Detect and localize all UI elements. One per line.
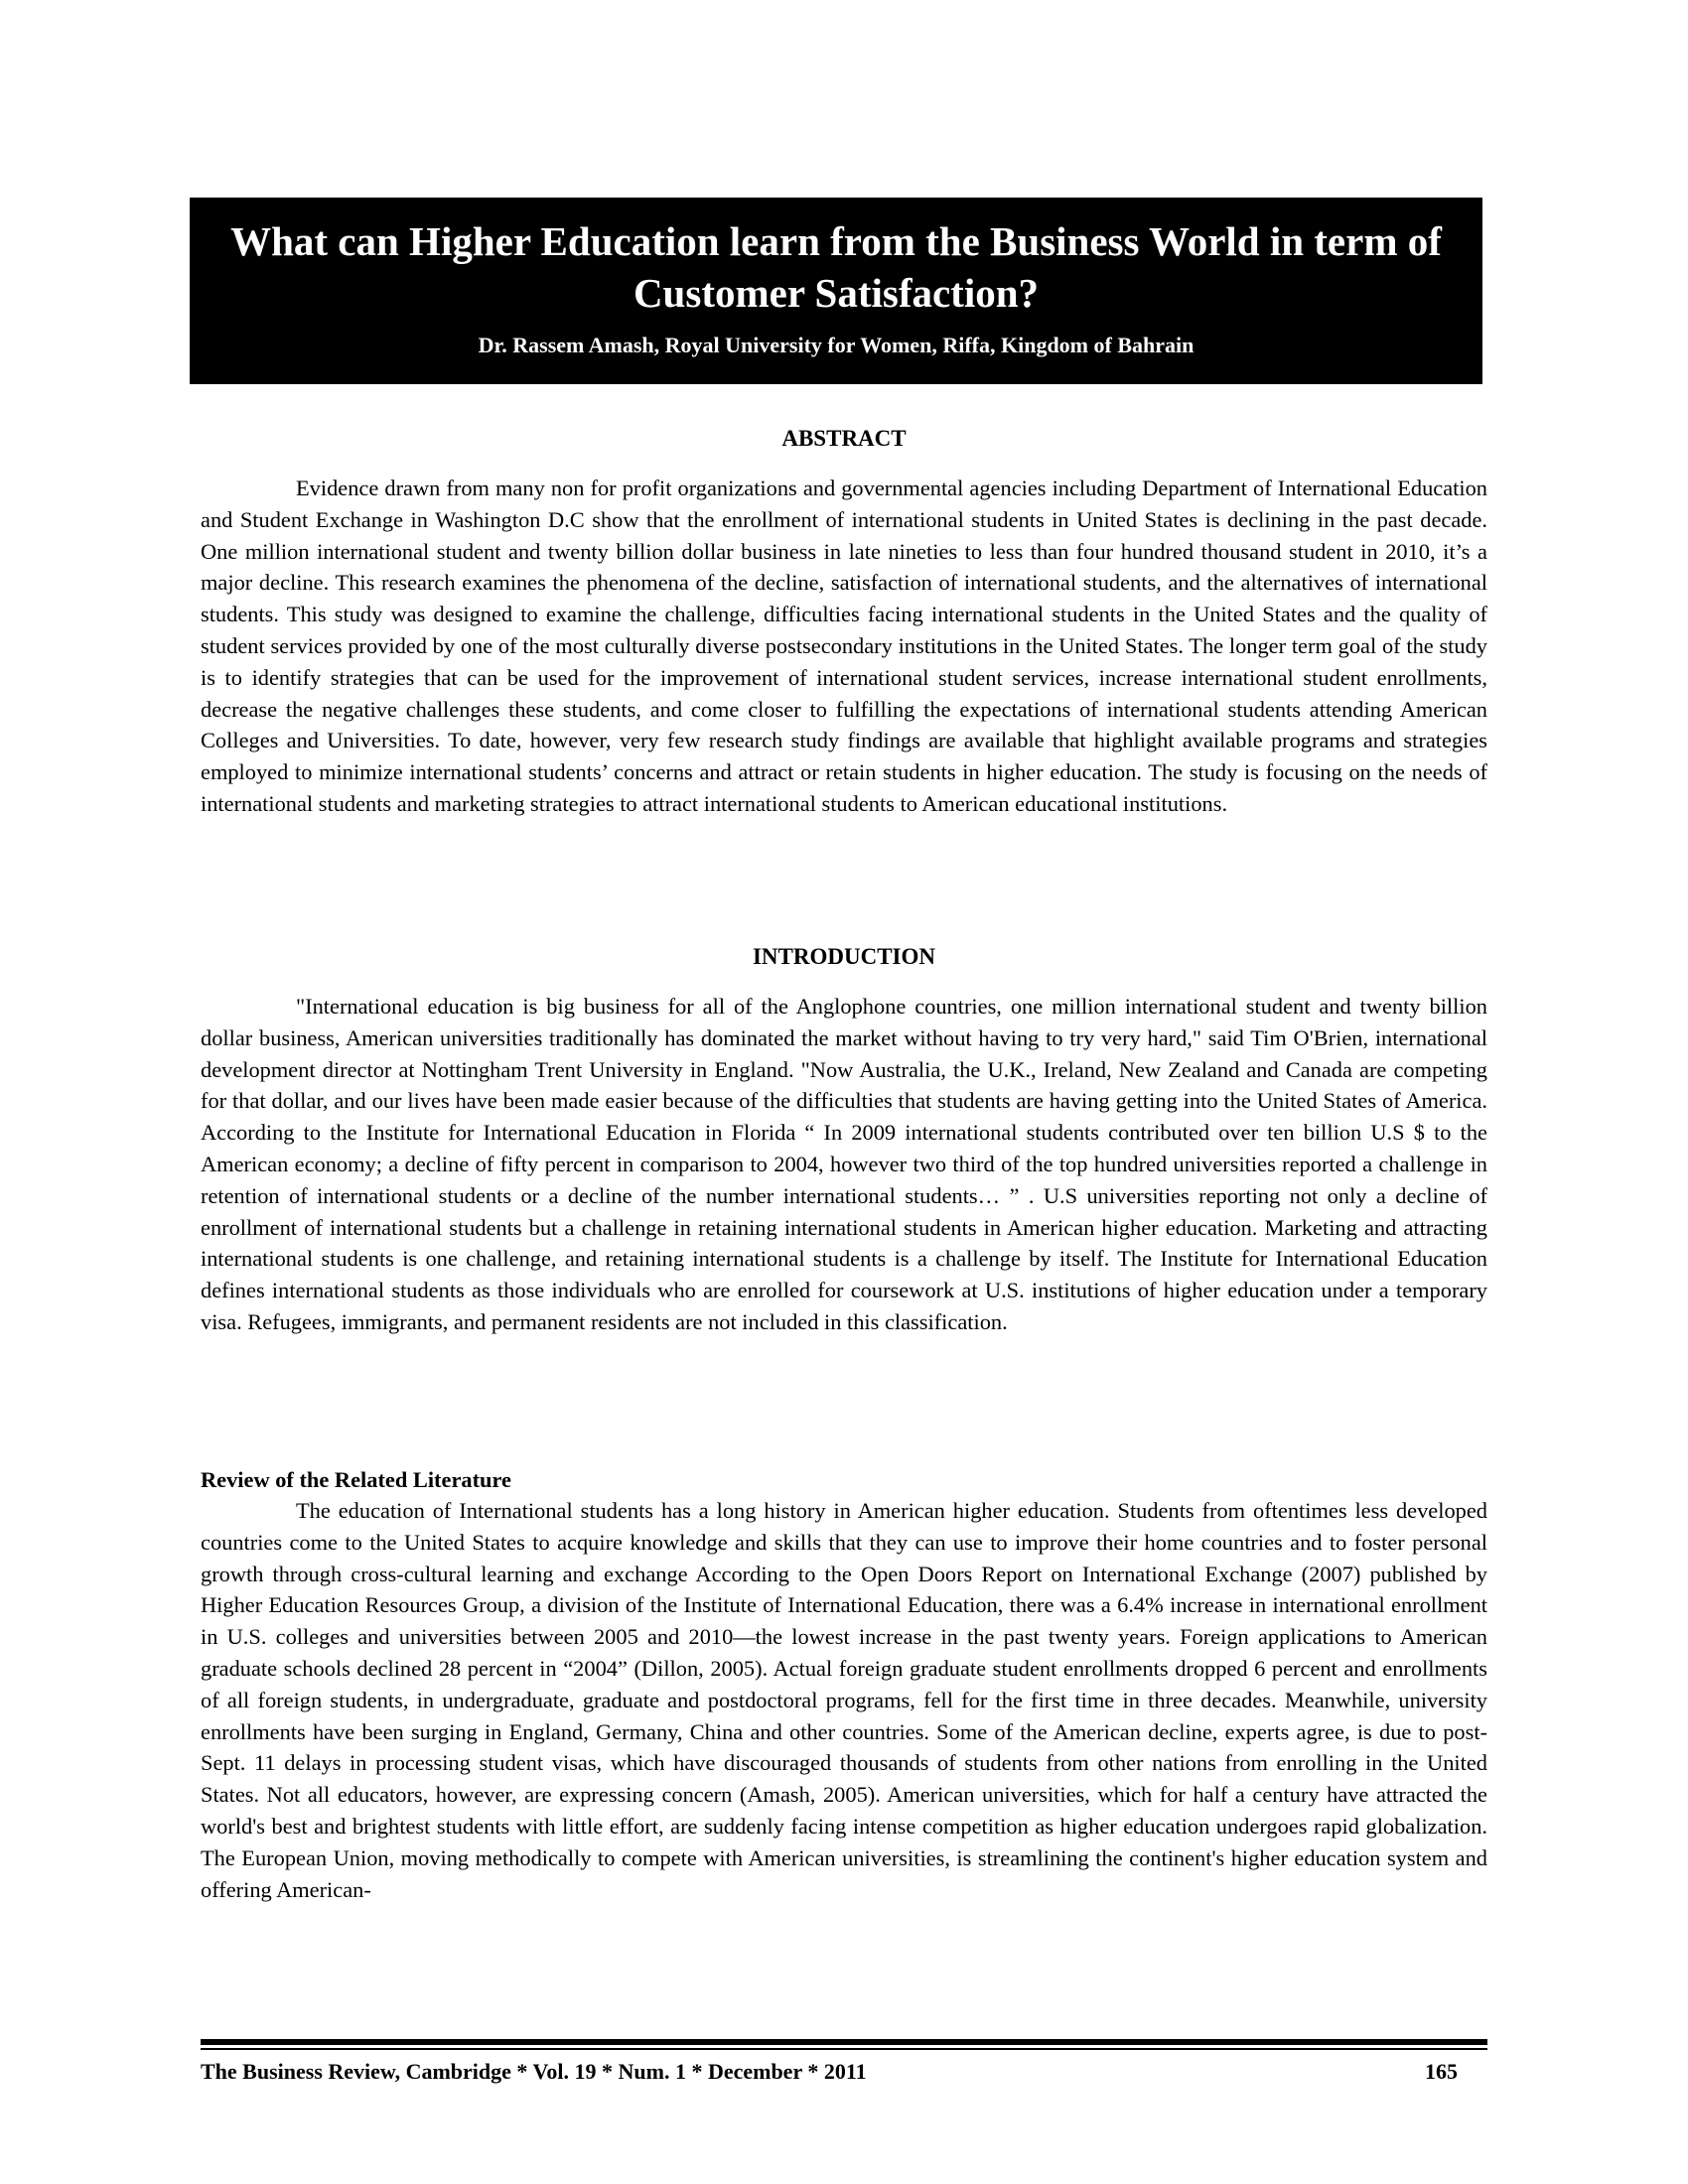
introduction-paragraph: "International education is big business for all of the Anglophone countries, one million international student and twenty billion dollar business, American universities traditionally has dominated the market without having to try very hard," said Tim O'Brien, international development director at Nottingham Trent University in England. "Now Australia, the U.K., Ireland, New Zealand and Canada are competing for that dollar, and our lives have been made easier because of the difficulties that students are having getting into the United States of America. According to the Institute for International Education in Florida “ In 2009 international students contributed over ten billion U.S $ to the American economy; a decline of fifty percent in comparison to 2004, however two third of the top hundred universities reported a challenge in retention of international students or a decline of the number international students… ” . U.S universities reporting not only a decline of enrollment of international students but a challenge in retaining international students in American higher education. Marketing and attracting international students is one challenge, and retaining international students is a challenge by itself. The Institute for International Education defines international students as those individuals who are enrolled for coursework at U.S. institutions of higher education under a temporary visa. Refugees, immigrants, and permanent residents are not included in this classification.	[201, 994, 1487, 1334]
footer-rule-thick	[201, 2039, 1487, 2045]
introduction-section	[201, 943, 1487, 971]
abstract-section	[201, 425, 1487, 453]
abstract-body	[201, 473, 1487, 820]
literature-heading: Review of the Related Literature	[201, 1467, 511, 1492]
literature-section	[201, 1465, 1487, 1905]
abstract-heading: ABSTRACT	[781, 426, 907, 451]
footer-rule-thin	[201, 2048, 1487, 2050]
page-number: 165	[1425, 2059, 1458, 2084]
introduction-heading: INTRODUCTION	[752, 944, 936, 969]
paper-title: What can Higher Education learn from the Business World in term of Customer Satisfaction?	[230, 218, 1442, 316]
title-banner	[190, 198, 1482, 384]
journal-citation: The Business Review, Cambridge * Vol. 19 * Num. 1 * December * 2011	[201, 2059, 867, 2084]
introduction-body	[201, 991, 1487, 1338]
author-line: Dr. Rassem Amash, Royal University for Women, Riffa, Kingdom of Bahrain	[478, 333, 1195, 357]
abstract-paragraph: Evidence drawn from many non for profit organizations and governmental agencies including Department of International Education and Student Exchange in Washington D.C show that the enrollment of international students in United States is declining in the past decade. One million international student and twenty billion dollar business in late nineties to less than four hundred thousand student in 2010, it’s a major decline. This research examines the phenomena of the decline, satisfaction of international students, and the alternatives of international students. This study was designed to examine the challenge, difficulties facing international students in the United States and the quality of student services provided by one of the most culturally diverse postsecondary institutions in the United States. The longer term goal of the study is to identify strategies that can be used for the improvement of international student services, increase international student enrollments, decrease the negative challenges these students, and come closer to fulfilling the expectations of international students attending American Colleges and Universities. To date, however, very few research study findings are available that highlight available programs and strategies employed to minimize international students’ concerns and attract or retain students in higher education. The study is focusing on the needs of international students and marketing strategies to attract international students to American educational institutions.	[201, 476, 1487, 816]
literature-paragraph: The education of International students has a long history in American higher education. Students from oftentimes less developed countries come to the United States to acquire knowledge and skills that they can use to improve their home countries and to foster personal growth through cross-cultural learning and exchange According to the Open Doors Report on International Exchange (2007) published by Higher Education Resources Group, a division of the Institute of International Education, there was a 6.4% increase in international enrollment in U.S. colleges and universities between 2005 and 2010—the lowest increase in the past twenty years. Foreign applications to American graduate schools declined 28 percent in “2004” (Dillon, 2005). Actual foreign graduate student enrollments dropped 6 percent and enrollments of all foreign students, in undergraduate, graduate and postdoctoral programs, fell for the first time in three decades. Meanwhile, university enrollments have been surging in England, Germany, China and other countries. Some of the American decline, experts agree, is due to post-Sept. 11 delays in processing student visas, which have discouraged thousands of students from other nations from enrolling in the United States. Not all educators, however, are expressing concern (Amash, 2005). American universities, which for half a century have attracted the world's best and brightest students with little effort, are suddenly facing intense competition as higher education undergoes rapid globalization. The European Union, moving methodically to compete with American universities, is streamlining the continent's higher education system and offering American-	[201, 1498, 1487, 1902]
